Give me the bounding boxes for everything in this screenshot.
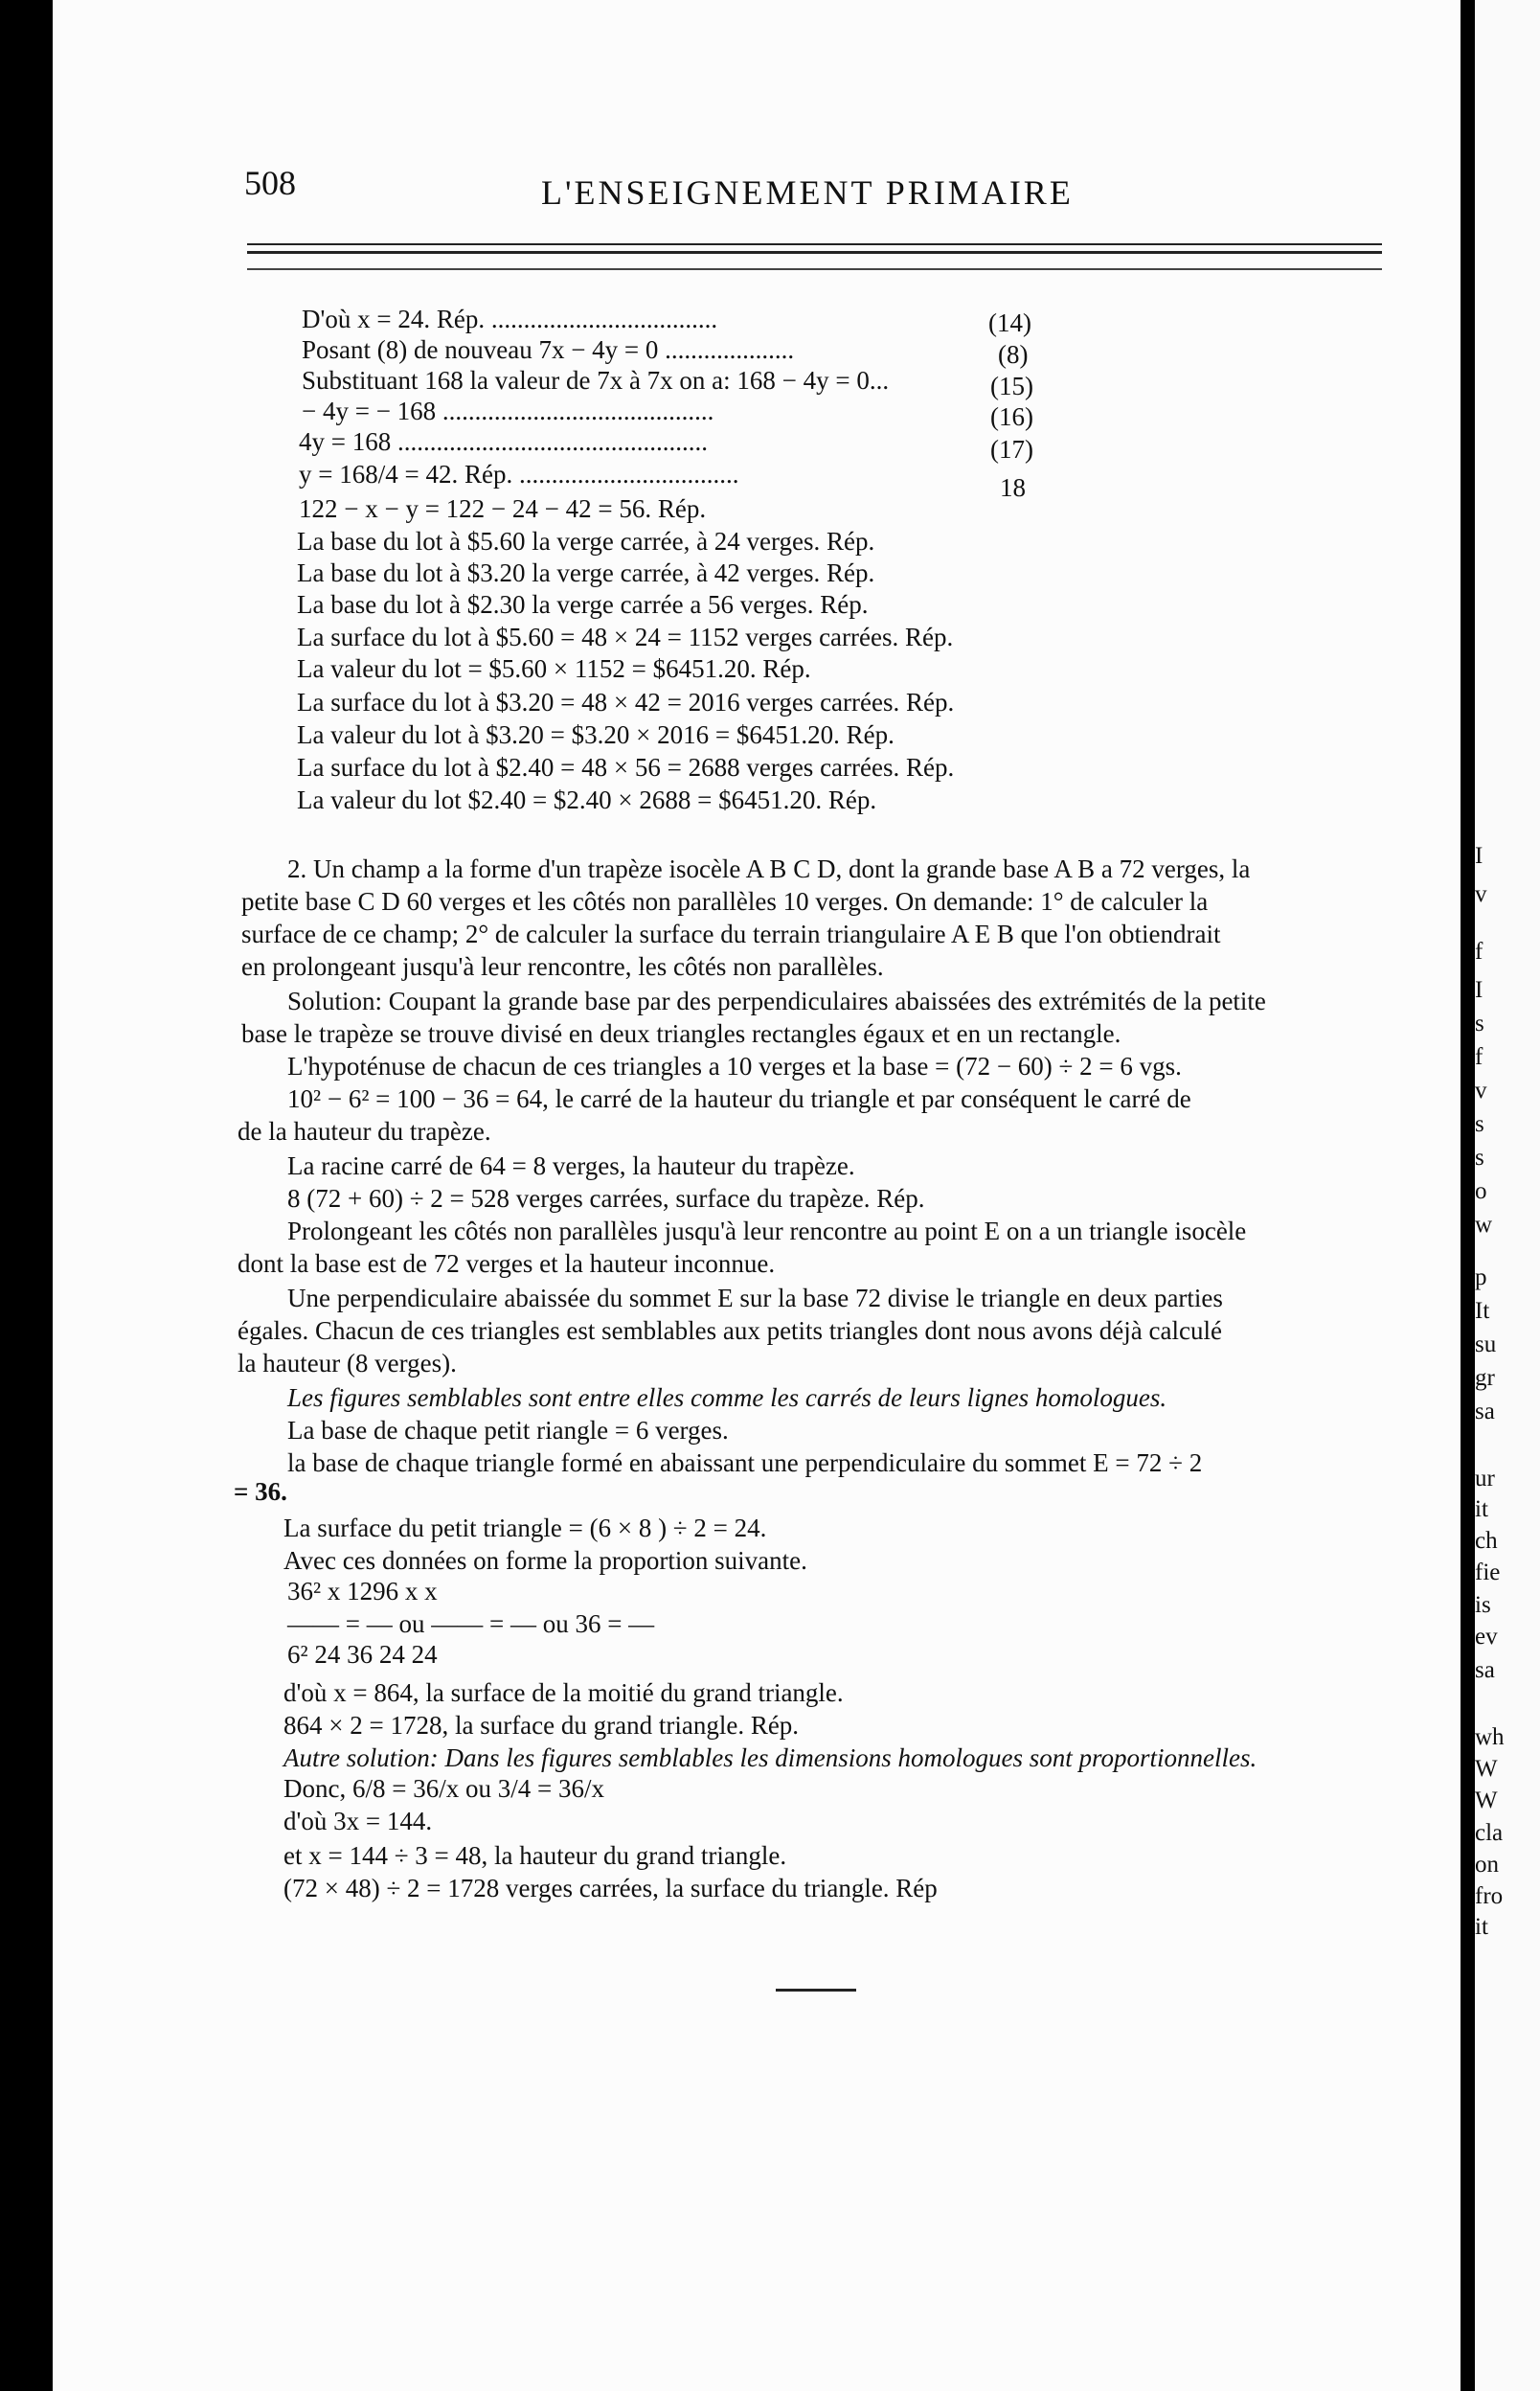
text-line: La surface du lot à $5.60 = 48 × 24 = 1152 verges carrées. Rép. <box>297 623 954 651</box>
strip-text: f <box>1475 1044 1483 1070</box>
strip-text: fie <box>1475 1560 1501 1585</box>
text-line: y = 168/4 = 42. Rép. .................................. <box>299 460 739 489</box>
header-rule <box>247 243 1382 245</box>
text-line: Les figures semblables sont entre elles comme les carrés de leurs lignes homologues. <box>287 1383 1167 1412</box>
text-line: La base du lot à $2.30 la verge carrée a 56 verges. Rép. <box>297 590 869 619</box>
strip-text: It <box>1475 1298 1490 1324</box>
strip-text: s <box>1475 1111 1484 1137</box>
text-line: 864 × 2 = 1728, la surface du grand triangle. Rép. <box>283 1711 800 1740</box>
text-line: La surface du lot à $3.20 = 48 × 42 = 2016 verges carrées. Rép. <box>297 688 955 717</box>
fraction-line: 6² 24 36 24 24 <box>287 1640 438 1669</box>
strip-text: sa <box>1475 1657 1495 1683</box>
text-line: La base du lot à $5.60 la verge carrée, à 24 verges. Rép. <box>297 527 875 556</box>
text-line: Substituant 168 la valeur de 7x à 7x on a: 168 − 4y = 0... <box>302 366 890 395</box>
text-line: la hauteur (8 verges). <box>238 1349 457 1378</box>
running-title: L'ENSEIGNEMENT PRIMAIRE <box>541 173 1074 212</box>
adjacent-page-strip <box>1475 0 1540 2391</box>
strip-text: s <box>1475 1145 1484 1171</box>
text-line: de la hauteur du trapèze. <box>238 1117 491 1146</box>
text-line: Une perpendiculaire abaissée du sommet E sur la base 72 divise le triangle en deux parties <box>287 1284 1223 1312</box>
text-line: 122 − x − y = 122 − 24 − 42 = 56. Rép. <box>299 494 707 523</box>
text-line: − 4y = − 168 .......................................... <box>302 397 714 425</box>
end-rule <box>776 1989 856 1992</box>
text-line: dont la base est de 72 verges et la hauteur inconnue. <box>238 1249 776 1278</box>
header-rule <box>247 268 1382 270</box>
text-line: La base du lot à $3.20 la verge carrée, à 42 verges. Rép. <box>297 558 875 587</box>
text-line: Prolongeant les côtés non parallèles jusqu'à leur rencontre au point E on a un triangle isocèle <box>287 1217 1247 1245</box>
equation-number: (8) <box>998 340 1029 369</box>
text-line: La valeur du lot $2.40 = $2.40 × 2688 = $6451.20. Rép. <box>297 786 877 814</box>
text-line: = 36. <box>234 1477 287 1506</box>
text-line: La base de chaque petit riangle = 6 verges. <box>287 1416 729 1445</box>
text-line: petite base C D 60 verges et les côtés non parallèles 10 verges. On demande: 1° de calculer la <box>241 887 1209 916</box>
strip-text: o <box>1475 1178 1487 1204</box>
strip-text: su <box>1475 1332 1497 1357</box>
text-line: La valeur du lot à $3.20 = $3.20 × 2016 = $6451.20. Rép. <box>297 720 895 749</box>
strip-text: w <box>1475 1212 1493 1238</box>
strip-text: W <box>1475 1788 1498 1813</box>
strip-text: ur <box>1475 1466 1495 1492</box>
strip-text: v <box>1475 881 1487 907</box>
header-rule <box>247 251 1382 254</box>
text-line: L'hypoténuse de chacun de ces triangles a 10 verges et la base = (72 − 60) ÷ 2 = 6 vgs. <box>287 1052 1182 1081</box>
text-line: 10² − 6² = 100 − 36 = 64, le carré de la hauteur du triangle et par conséquent le carré de <box>287 1084 1191 1113</box>
text-line: base le trapèze se trouve divisé en deux triangles rectangles égaux et en un rectangle. <box>241 1019 1121 1048</box>
strip-text: p <box>1475 1264 1487 1290</box>
text-line: 4y = 168 ................................................ <box>299 427 708 456</box>
text-line: égales. Chacun de ces triangles est semblables aux petits triangles dont nous avons déjà calculé <box>238 1316 1222 1345</box>
strip-text: v <box>1475 1078 1487 1104</box>
text-line: d'où x = 864, la surface de la moitié du grand triangle. <box>283 1678 844 1707</box>
strip-text: fro <box>1475 1883 1504 1909</box>
text-line: 8 (72 + 60) ÷ 2 = 528 verges carrées, surface du trapèze. Rép. <box>287 1184 925 1213</box>
text-line: en prolongeant jusqu'à leur rencontre, les côtés non parallèles. <box>241 952 884 981</box>
text-line: Autre solution: Dans les figures semblables les dimensions homologues sont proportionnelles. <box>283 1743 1257 1772</box>
text-line: Donc, 6/8 = 36/x ou 3/4 = 36/x <box>283 1774 604 1803</box>
text-line: La surface du lot à $2.40 = 48 × 56 = 2688 verges carrées. Rép. <box>297 753 955 782</box>
text-line: La valeur du lot = $5.60 × 1152 = $6451.20. Rép. <box>297 654 811 683</box>
strip-text: wh <box>1475 1724 1505 1750</box>
strip-text: it <box>1475 1914 1488 1940</box>
text-line: d'où 3x = 144. <box>283 1807 433 1835</box>
strip-text: sa <box>1475 1399 1495 1424</box>
text-line: Avec ces données on forme la proportion suivante. <box>283 1546 807 1575</box>
strip-text: ch <box>1475 1528 1498 1554</box>
strip-text: I <box>1475 977 1483 1003</box>
fraction-line: —— = — ou —— = — ou 36 = — <box>287 1609 655 1638</box>
equation-number: (15) <box>990 372 1033 400</box>
fraction-line: 36² x 1296 x x <box>287 1577 438 1605</box>
text-line: (72 × 48) ÷ 2 = 1728 verges carrées, la surface du triangle. Rép <box>283 1874 938 1902</box>
text-line: Posant (8) de nouveau 7x − 4y = 0 .................... <box>302 335 795 364</box>
strip-text: I <box>1475 843 1483 869</box>
text-line: la base de chaque triangle formé en abaissant une perpendiculaire du sommet E = 72 ÷ 2 <box>287 1448 1203 1477</box>
strip-text: W <box>1475 1756 1498 1782</box>
strip-text: ev <box>1475 1624 1498 1650</box>
strip-text: is <box>1475 1592 1491 1618</box>
text-line: Solution: Coupant la grande base par des perpendiculaires abaissées des extrémités de la petite <box>287 987 1266 1015</box>
text-line: et x = 144 ÷ 3 = 48, la hauteur du grand triangle. <box>283 1841 787 1870</box>
equation-number: 18 <box>1000 473 1026 502</box>
strip-text: it <box>1475 1496 1488 1522</box>
strip-text: cla <box>1475 1820 1504 1846</box>
strip-text: on <box>1475 1852 1499 1878</box>
strip-text: gr <box>1475 1365 1495 1391</box>
book-spine <box>1461 0 1475 2391</box>
equation-number: (17) <box>990 435 1033 464</box>
text-line: La surface du petit triangle = (6 × 8 ) ÷ 2 = 24. <box>283 1514 767 1542</box>
equation-number: (14) <box>988 308 1031 337</box>
strip-text: f <box>1475 939 1483 965</box>
text-line: 2. Un champ a la forme d'un trapèze isocèle A B C D, dont la grande base A B a 72 verges, la <box>287 854 1251 883</box>
text-line: surface de ce champ; 2° de calculer la surface du terrain triangulaire A E B que l'on obtiendrait <box>241 920 1221 948</box>
equation-number: (16) <box>990 402 1033 431</box>
text-line: La racine carré de 64 = 8 verges, la hauteur du trapèze. <box>287 1151 855 1180</box>
page-number: 508 <box>244 164 296 202</box>
strip-text: s <box>1475 1011 1484 1036</box>
text-line: D'où x = 24. Rép. ................................... <box>302 305 718 333</box>
